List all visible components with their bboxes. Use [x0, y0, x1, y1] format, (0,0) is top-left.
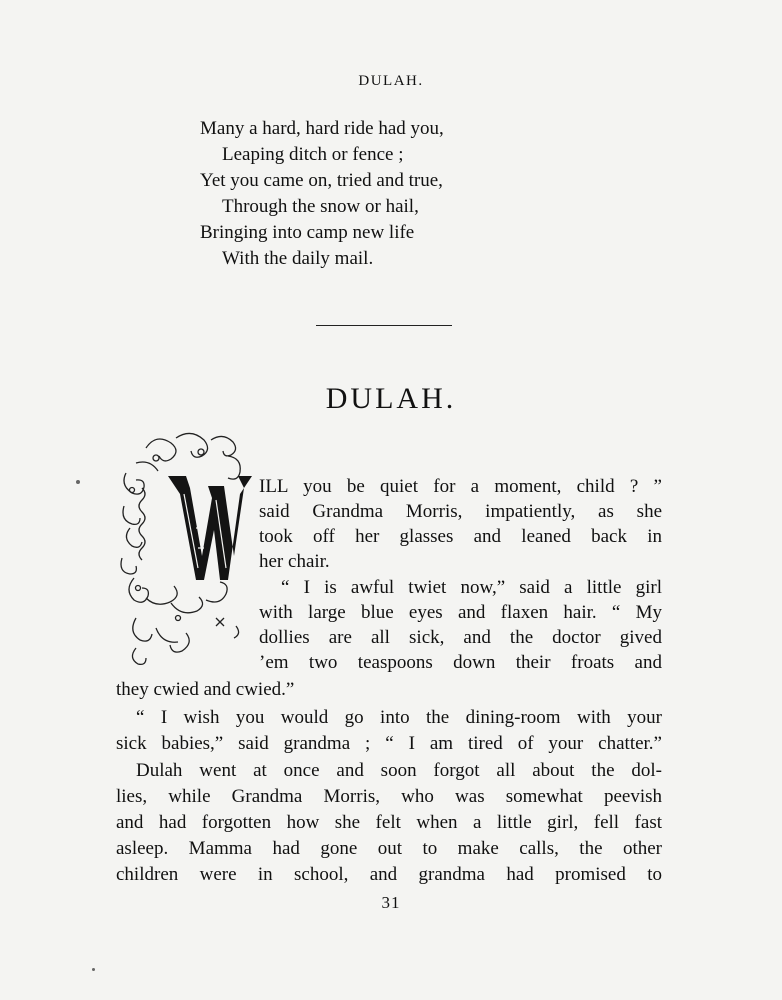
paragraph-line: “ I is awful twiet now,” said a little girl: [281, 577, 662, 598]
paragraph-line: asleep. Mamma had gone out to make calls, the other: [116, 838, 662, 859]
poem-stanza: [200, 116, 444, 272]
section-divider: [316, 325, 452, 326]
paragraph-line: and had forgotten how she felt when a little girl, fell fast: [116, 812, 662, 833]
poem-line: Leaping ditch or fence ;: [222, 144, 404, 165]
chapter-title: DULAH.: [325, 382, 457, 415]
running-head: DULAH.: [358, 73, 424, 89]
paragraph-line: lies, while Grandma Morris, who was somewhat peevish: [116, 786, 662, 807]
paragraph-line: ILL you be quiet for a moment, child ? ”: [259, 476, 662, 497]
paragraph-line: they cwied and cwied.”: [116, 679, 295, 700]
paragraph-line: ’em two teaspoons down their froats and: [259, 652, 662, 673]
paragraph-line: took off her glasses and leaned back in: [259, 526, 662, 547]
ornamental-drop-cap: [116, 428, 256, 668]
poem-line: Many a hard, hard ride had you,: [200, 118, 444, 139]
paragraph-line: said Grandma Morris, impatiently, as she: [259, 501, 662, 522]
poem-line: Yet you came on, tried and true,: [200, 170, 443, 191]
paragraph-line: with large blue eyes and flaxen hair. “ My: [259, 602, 662, 623]
paragraph-line: children were in school, and grandma had promised to: [116, 864, 662, 885]
paragraph-line: her chair.: [259, 551, 330, 572]
drop-cap-flourish-icon: [116, 428, 256, 668]
paragraph-line: sick babies,” said grandma ; “ I am tired of your chatter.”: [116, 733, 662, 754]
paper-speck: [76, 480, 80, 484]
paper-speck: [92, 968, 95, 971]
paragraph-line: “ I wish you would go into the dining-room with your: [136, 707, 662, 728]
paragraph-line: Dulah went at once and soon forgot all about the dol-: [136, 760, 662, 781]
paragraph-line: dollies are all sick, and the doctor gived: [259, 627, 662, 648]
poem-line: Through the snow or hail,: [222, 196, 419, 217]
poem-line: Bringing into camp new life: [200, 222, 415, 243]
poem-line: With the daily mail.: [222, 248, 374, 269]
page-number: 31: [381, 893, 401, 912]
